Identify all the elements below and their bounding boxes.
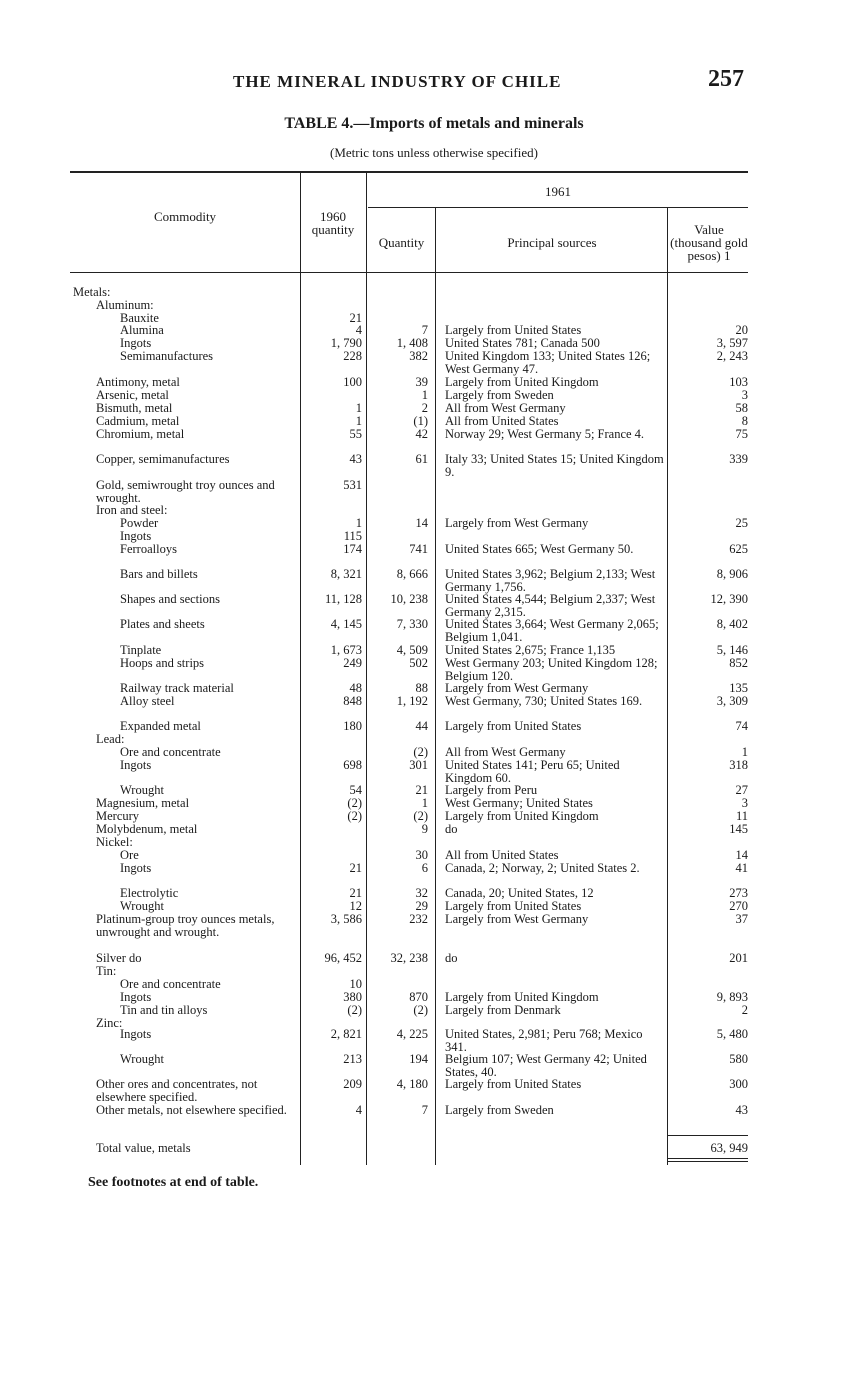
row-value: 852 [729,656,748,670]
row-commodity: Electrolytic [120,886,179,900]
row-principal-sources: United States 3,664; West Germany 2,065; Belgium 1,041. [445,617,659,644]
row-commodity: Magnesium, metal [96,796,190,810]
row-commodity: Ingots [120,861,152,875]
row-1961-quantity: 21 [415,783,428,797]
row-1961-quantity: 61 [415,452,428,466]
row-1960-quantity: 55 [349,427,362,441]
row-principal-sources: All from United States [445,414,559,428]
row-commodity: Ingots [120,1027,152,1041]
header-1961: 1961 [545,184,571,199]
row-commodity: Tin and tin alloys [120,1003,208,1017]
footnote-reference: See footnotes at end of table. [88,1175,259,1190]
row-principal-sources: Largely from United States [445,323,582,337]
row-1960-quantity: 96, 452 [324,951,362,965]
row-1960-quantity: 12 [349,899,362,913]
row-value: 2, 243 [716,349,748,363]
row-1961-quantity: 7, 330 [396,617,428,631]
row-1960-quantity: 249 [343,656,362,670]
row-commodity: Wrought [120,899,164,913]
row-principal-sources: Largely from United States [445,719,582,733]
table-title: TABLE 4.—Imports of metals and minerals [284,115,584,132]
row-principal-sources: West Germany; United States [445,796,593,810]
row-1961-quantity: 1 [421,388,428,402]
row-value: 11 [735,809,748,823]
row-1961-quantity: 194 [409,1052,428,1066]
row-value: 75 [735,427,748,441]
row-principal-sources: United States 141; Peru 65; United Kingdom 60. [445,758,620,785]
row-1961-quantity: 14 [415,516,428,530]
row-1960-quantity: 4, 145 [330,617,362,631]
row-1960-quantity: 54 [349,783,362,797]
row-1961-quantity: 32 [415,886,428,900]
row-1961-quantity: 8, 666 [396,567,428,581]
row-1961-quantity: 1 [421,796,428,810]
row-value: 41 [735,861,748,875]
row-1961-quantity: 6 [421,861,428,875]
row-principal-sources: United States 2,675; France 1,135 [445,643,616,657]
row-principal-sources: West Germany, 730; United States 169. [445,694,643,708]
row-1960-quantity: 180 [343,719,362,733]
row-value: 3 [741,796,748,810]
row-commodity: Cadmium, metal [96,414,180,428]
row-commodity: Ingots [120,336,152,350]
row-1961-quantity: 301 [409,758,428,772]
row-commodity: Ore and concentrate [120,745,221,759]
row-commodity: Alloy steel [120,694,175,708]
row-commodity: Plates and sheets [120,617,205,631]
row-1960-quantity: 21 [349,311,362,325]
total-double-rule-b [668,1161,748,1162]
page-number: 257 [708,66,744,92]
row-1961-quantity: 1, 192 [396,694,428,708]
row-commodity: Arsenic, metal [96,388,169,402]
row-commodity: Zinc: [96,1016,123,1030]
row-value: 25 [735,516,748,530]
row-1961-quantity: 382 [409,349,428,363]
row-value: 3, 597 [716,336,748,350]
row-commodity: Wrought [120,783,164,797]
row-1961-quantity: 4, 509 [396,643,428,657]
row-1960-quantity: 1, 790 [330,336,362,350]
row-principal-sources: Largely from Sweden [445,388,554,402]
row-commodity: Expanded metal [120,719,201,733]
row-1960-quantity: 848 [343,694,362,708]
row-commodity: Lead: [96,732,125,746]
row-principal-sources: United Kingdom 133; United States 126; West Germany 47. [445,349,651,376]
table-top-rule [70,171,748,173]
row-principal-sources: All from United States [445,848,559,862]
row-1960-quantity: (2) [347,1003,362,1017]
row-principal-sources: All from West Germany [445,401,566,415]
row-1960-quantity: 228 [343,349,362,363]
row-value: 580 [729,1052,748,1066]
row-principal-sources: United States 665; West Germany 50. [445,542,634,556]
row-1960-quantity: 10 [349,977,362,991]
row-commodity: Ferroalloys [120,542,177,556]
row-1961-quantity: 30 [415,848,428,862]
row-value: 8, 402 [716,617,748,631]
row-commodity: Iron and steel: [96,503,168,517]
row-principal-sources: United States 4,544; Belgium 2,337; West Germany 2,315. [445,592,656,619]
row-1960-quantity: 209 [343,1077,362,1091]
header-1960-quantity: 1960 quantity [311,209,355,237]
row-1960-quantity: 380 [343,990,362,1004]
row-1960-quantity: 21 [349,886,362,900]
row-principal-sources: United States 781; Canada 500 [445,336,600,350]
row-commodity: Molybdenum, metal [96,822,198,836]
row-value: 318 [729,758,748,772]
row-value: 20 [735,323,748,337]
row-value: 270 [729,899,748,913]
row-1960-quantity: 531 [343,478,362,492]
row-value: 625 [729,542,748,556]
row-1960-quantity: 11, 128 [324,592,362,606]
row-1961-quantity: 232 [409,912,428,926]
row-1960-quantity: 48 [349,681,362,695]
row-commodity: Mercury [96,809,140,823]
row-1961-quantity: 39 [415,375,428,389]
running-head [0,66,868,96]
row-1960-quantity: 174 [343,542,362,556]
row-1961-quantity: (2) [413,1003,428,1017]
row-value: 74 [735,719,748,733]
row-commodity: Ingots [120,758,152,772]
row-value: 37 [735,912,748,926]
row-principal-sources: Largely from United States [445,1077,582,1091]
header-principal-sources: Principal sources [507,235,597,250]
row-value: 135 [729,681,748,695]
row-1960-quantity: 1 [355,401,362,415]
row-value: 273 [729,886,748,900]
row-commodity: Ore [120,848,139,862]
row-commodity: Tin: [96,964,117,978]
row-commodity: Copper, semimanufactures [96,452,230,466]
row-principal-sources: Largely from Peru [445,783,538,797]
row-1961-quantity: 1, 408 [396,336,428,350]
total-double-rule-a [668,1158,748,1159]
row-value: 43 [735,1103,748,1117]
row-principal-sources: West Germany 203; United Kingdom 128; Belgium 120. [445,656,658,683]
col-rule-2 [366,172,367,1165]
row-principal-sources: All from West Germany [445,745,566,759]
row-value: 2 [741,1003,748,1017]
row-commodity: Silver do [96,951,142,965]
row-commodity: Ore and concentrate [120,977,221,991]
row-commodity: Metals: [73,285,111,299]
row-value: 145 [729,822,748,836]
row-1961-quantity: (2) [413,745,428,759]
row-1960-quantity: 3, 586 [330,912,362,926]
row-value: 5, 480 [716,1027,748,1041]
row-1961-quantity: 88 [415,681,428,695]
row-principal-sources: Largely from United Kingdom [445,990,599,1004]
row-principal-sources: do [445,951,458,965]
row-commodity: Gold, semiwrought troy ounces and wrought. [96,478,275,505]
row-principal-sources: Largely from Denmark [445,1003,561,1017]
row-1961-quantity: 44 [415,719,428,733]
row-commodity: Antimony, metal [96,375,180,389]
row-value: 27 [735,783,748,797]
row-principal-sources: Largely from United Kingdom [445,375,599,389]
row-1960-quantity: 100 [343,375,362,389]
row-value: 3, 309 [716,694,748,708]
row-principal-sources: Canada, 2; Norway, 2; United States 2. [445,861,640,875]
row-commodity: Bars and billets [120,567,198,581]
row-principal-sources: Largely from United Kingdom [445,809,599,823]
header-commodity: Commodity [153,209,217,224]
row-value: 8 [741,414,748,428]
row-commodity: Bismuth, metal [96,401,173,415]
row-1961-quantity: 870 [409,990,428,1004]
row-commodity: Railway track material [120,681,234,695]
row-1961-quantity: 7 [421,1103,428,1117]
row-commodity: Other ores and concentrates, not elsewhere specified. [96,1077,258,1104]
row-1960-quantity: 1 [355,516,362,530]
row-1961-quantity: 2 [421,401,428,415]
row-value: 5, 146 [716,643,748,657]
row-value: 201 [729,951,748,965]
row-principal-sources: Norway 29; West Germany 5; France 4. [445,427,645,441]
row-value: 300 [729,1077,748,1091]
row-1961-quantity: 10, 238 [390,592,428,606]
row-1960-quantity: 2, 821 [330,1027,362,1041]
row-value: 3 [741,388,748,402]
row-1961-quantity: 4, 180 [396,1077,428,1091]
row-1960-quantity: 4 [355,323,362,337]
total-top-rule [668,1135,748,1136]
row-value: 103 [729,375,748,389]
row-commodity: Shapes and sections [120,592,220,606]
row-1960-quantity: 4 [355,1103,362,1117]
row-commodity: Other metals, not elsewhere specified. [96,1103,287,1117]
row-value: 8, 906 [716,567,748,581]
row-1961-quantity: 9 [421,822,428,836]
header-quantity: Quantity [378,235,425,250]
row-value: 63, 949 [710,1141,748,1155]
header-bottom-rule [70,272,748,273]
row-1961-quantity: (1) [413,414,428,428]
row-1961-quantity: 502 [409,656,428,670]
row-1961-quantity: 42 [415,427,428,441]
row-1960-quantity: 1 [355,414,362,428]
row-commodity: Ingots [120,990,152,1004]
header-value: Value (thousand gold pesos) 1 [670,222,748,263]
row-principal-sources: Largely from United States [445,899,582,913]
row-value: 12, 390 [710,592,748,606]
row-1960-quantity: (2) [347,796,362,810]
row-1961-quantity: 7 [421,323,428,337]
row-value: 1 [741,745,748,759]
row-commodity: Bauxite [120,311,159,325]
row-commodity: Platinum-group troy ounces metals, unwrought and wrought. [96,912,275,939]
table-subtitle: (Metric tons unless otherwise specified) [330,145,538,160]
row-principal-sources: Canada, 20; United States, 12 [445,886,594,900]
row-principal-sources: Largely from Sweden [445,1103,554,1117]
row-1961-quantity: (2) [413,809,428,823]
running-head-title: THE MINERAL INDUSTRY OF CHILE [233,72,562,91]
row-principal-sources: Belgium 107; West Germany 42; United States, 40. [445,1052,647,1079]
row-commodity: Wrought [120,1052,164,1066]
row-principal-sources: United States, 2,981; Peru 768; Mexico 341. [445,1027,643,1054]
col-rule-3 [435,208,436,1165]
row-value: 58 [735,401,748,415]
row-1961-quantity: 4, 225 [396,1027,428,1041]
row-1960-quantity: 115 [343,529,362,543]
row-1961-quantity: 29 [415,899,428,913]
row-principal-sources: Largely from West Germany [445,516,589,530]
row-principal-sources: Largely from West Germany [445,681,589,695]
row-1960-quantity: 1, 673 [330,643,362,657]
row-1961-quantity: 32, 238 [390,951,428,965]
row-commodity: Chromium, metal [96,427,185,441]
row-commodity: Nickel: [96,835,133,849]
row-principal-sources: United States 3,962; Belgium 2,133; West Germany 1,756. [445,567,656,594]
row-commodity: Powder [120,516,159,530]
row-1961-quantity: 741 [409,542,428,556]
row-1960-quantity: 8, 321 [330,567,362,581]
row-commodity: Hoops and strips [120,656,205,670]
row-1960-quantity: (2) [347,809,362,823]
row-principal-sources: Italy 33; United States 15; United Kingdom 9. [445,452,664,479]
year-span-rule [368,207,748,208]
row-value: 14 [735,848,748,862]
row-commodity: Alumina [120,323,164,337]
row-principal-sources: do [445,822,458,836]
row-1960-quantity: 21 [349,861,362,875]
row-commodity: Ingots [120,529,152,543]
row-principal-sources: Largely from West Germany [445,912,589,926]
row-value: 339 [729,452,748,466]
row-value: 9, 893 [716,990,748,1004]
row-commodity: Semimanufactures [120,349,214,363]
row-commodity: Total value, metals [96,1141,191,1155]
row-commodity: Tinplate [120,643,162,657]
row-1960-quantity: 698 [343,758,362,772]
row-1960-quantity: 213 [343,1052,362,1066]
col-rule-1 [300,172,301,1165]
row-1960-quantity: 43 [349,452,362,466]
row-commodity: Aluminum: [96,298,154,312]
